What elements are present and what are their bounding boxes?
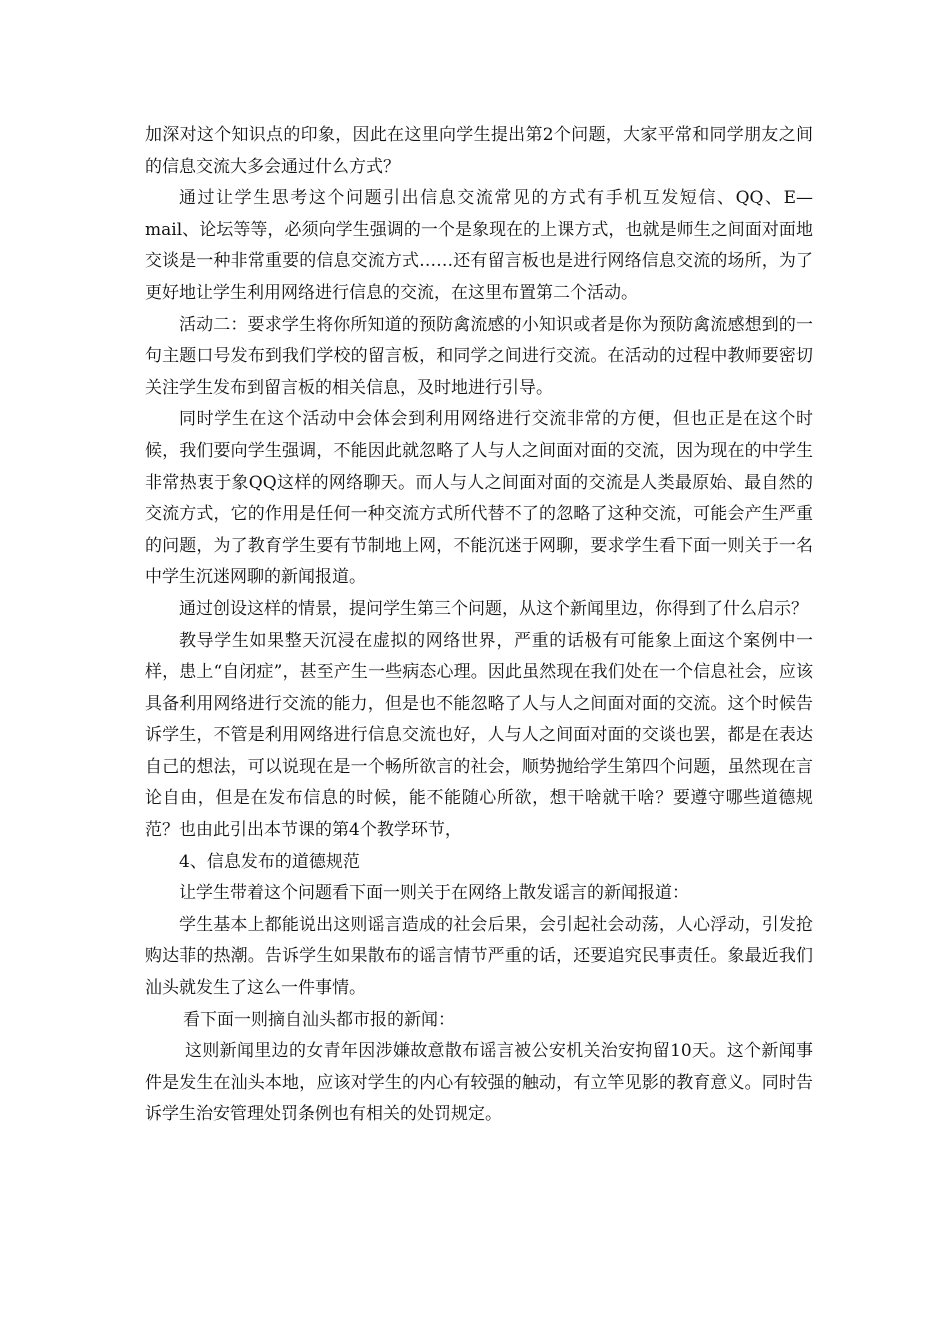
paragraph-5: 通过创设这样的情景，提问学生第三个问题，从这个新闻里边，你得到了什么启示？: [179, 598, 808, 619]
paragraph-9: 看下面一则摘自汕头都市报的新闻：: [183, 1009, 455, 1030]
paragraph-3: 活动二：要求学生将你所知道的预防禽流感的小知识或者是你为预防禽流感想到的一句主题口号发布到我们学校的留言板，和同学之间进行交流。在活动的过程中教师要密切关注学生发布到留言板的相关信息，及时地进行引导。: [145, 314, 813, 398]
paragraph-6: 教导学生如果整天沉浸在虚拟的网络世界，严重的话极有可能象上面这个案例中一样，患上“自闭症”，甚至产生一些病态心理。因此虽然现在我们处在一个信息社会，应该具备利用网络进行交流的能力，但是也不能忽略了人与人之间面对面的交流。这个时候告诉学生，不管是利用网络进行信息交流也好，人与人之间面对面的交谈也罢，都是在表达自己的想法，可以说现在是一个畅所欲言的社会，顺势抛给学生第四个问题，虽然现在言论自由，但是在发布信息的时候，能不能随心所欲，想干啥就干啥？要遵守哪些道德规范？也由此引出本节课的第4个教学环节，: [145, 630, 813, 841]
paragraph-10: 这则新闻里边的女青年因涉嫌故意散布谣言被公安机关治安拘留10天。这个新闻事件是发生在汕头本地，应该对学生的内心有较强的触动，有立竿见影的教育意义。同时告诉学生治安管理处罚条例也有相关的处罚规定。: [145, 1041, 813, 1125]
paragraph-2: 通过让学生思考这个问题引出信息交流常见的方式有手机互发短信、QQ、E—mail、论坛等等，必须向学生强调的一个是象现在的上课方式，也就是师生之间面对面地交谈是一种非常重要的信息交流方式……还有留言板也是进行网络信息交流的场所，为了更好地让学生利用网络进行信息的交流，在这里布置第二个活动。: [145, 188, 813, 303]
document-body: [145, 120, 813, 1131]
paragraph-4: 同时学生在这个活动中会体会到利用网络进行交流非常的方便，但也正是在这个时候，我们要向学生强调，不能因此就忽略了人与人之间面对面的交流，因为现在的中学生非常热衷于象QQ这样的网络聊天。而人与人之间面对面的交流是人类最原始、最自然的交流方式，它的作用是任何一种交流方式所代替不了的忽略了这种交流，可能会产生严重的问题，为了教育学生要有节制地上网，不能沉迷于网聊，要求学生看下面一则关于一名中学生沉迷网聊的新闻报道。: [145, 409, 813, 588]
section-heading: 4、信息发布的道德规范: [179, 851, 360, 872]
paragraph-7: 让学生带着这个问题看下面一则关于在网络上散发谣言的新闻报道：: [179, 883, 689, 904]
paragraph-8: 学生基本上都能说出这则谣言造成的社会后果，会引起社会动荡，人心浮动，引发抢购达菲的热潮。告诉学生如果散布的谣言情节严重的话，还要追究民事责任。象最近我们汕头就发生了这么一件事情。: [145, 914, 813, 999]
paragraph-1: 加深对这个知识点的印象，因此在这里向学生提出第2个问题，大家平常和同学朋友之间的信息交流大多会通过什么方式？: [145, 125, 813, 177]
